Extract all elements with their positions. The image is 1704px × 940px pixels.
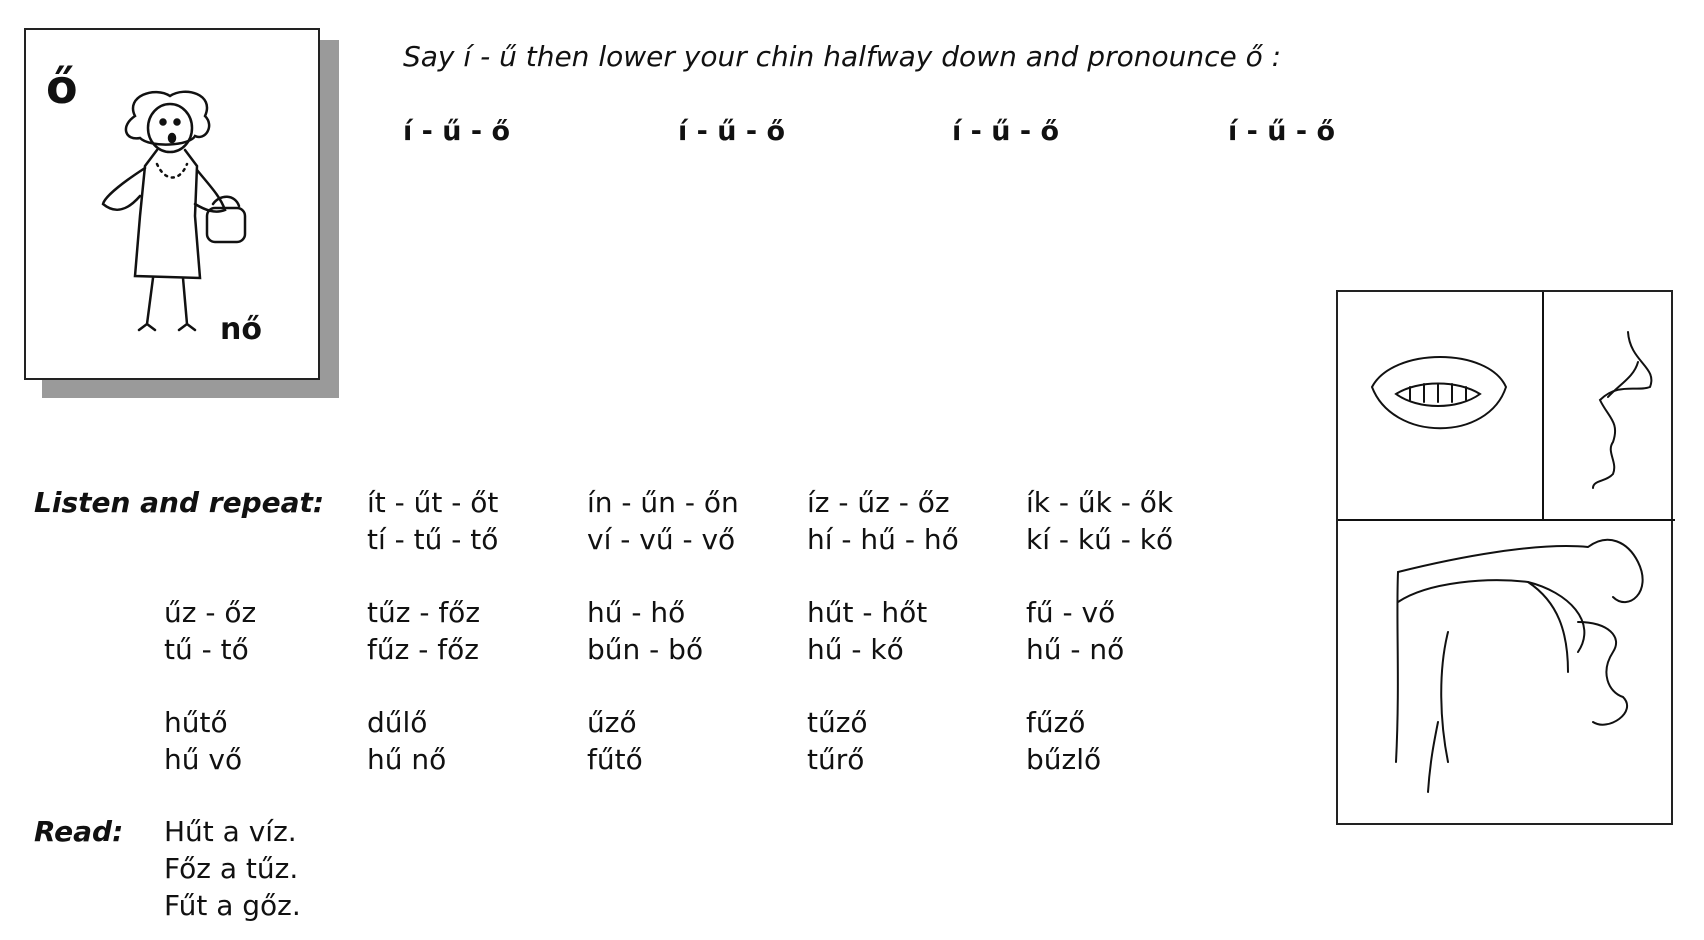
word-cell: űző fűtő (587, 706, 643, 776)
word-cell: hűtő hű vő (164, 706, 243, 776)
read-sentences (164, 813, 301, 924)
woman-illustration (95, 86, 265, 350)
word-cell: fűző bűzlő (1026, 706, 1102, 776)
word-cell: dűlő hű nő (367, 706, 447, 776)
sound-sequence: í - ű - ő (952, 116, 1060, 147)
word-cell: ín - űn - őn ví - vű - vő (587, 486, 739, 556)
listen-repeat-label: Listen and repeat: (34, 486, 325, 519)
word-cell: ít - űt - őt tí - tű - tő (367, 486, 499, 556)
word-cell: tűző tűrő (807, 706, 868, 776)
word-cell: fű - vő hű - nő (1026, 596, 1125, 666)
articulation-diagram (1336, 290, 1673, 825)
word-cell: űz - őz tű - tő (164, 596, 257, 666)
sound-sequence: í - ű - ő (403, 116, 511, 147)
card-word: nő (220, 312, 262, 347)
sentence: Hűt a víz. (164, 815, 297, 848)
word-cell: hű - hő bűn - bő (587, 596, 704, 666)
sentence: Fűt a gőz. (164, 889, 301, 922)
word-cell: hűt - hőt hű - kő (807, 596, 928, 666)
word-cell: tűz - főz fűz - főz (367, 596, 481, 666)
instruction-text: Say í - ű then lower your chin halfway down and pronounce ő : (403, 40, 1282, 73)
sound-sequence: í - ű - ő (1228, 116, 1336, 147)
word-cell: ík - űk - ők kí - kű - kő (1026, 486, 1174, 556)
word-cell: íz - űz - őz hí - hű - hő (807, 486, 959, 556)
read-label: Read: (34, 815, 124, 848)
sentence: Főz a tűz. (164, 852, 299, 885)
card-letter: ő (46, 60, 78, 114)
sound-sequence: í - ű - ő (678, 116, 786, 147)
